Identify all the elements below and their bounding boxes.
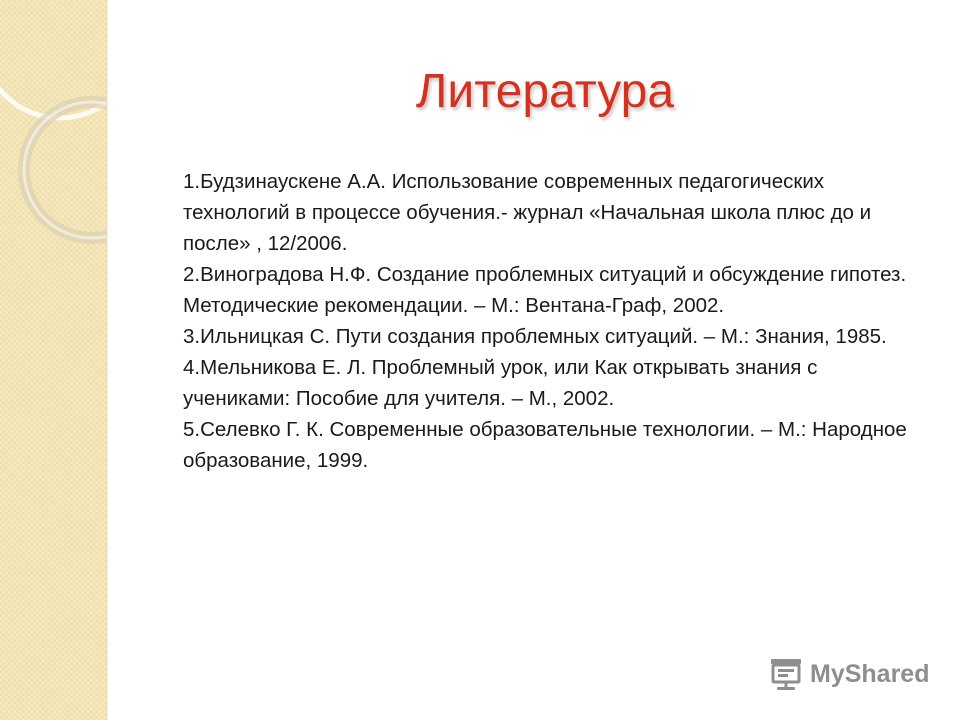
watermark-logo [768,654,929,694]
decorative-circle-medium [24,102,106,238]
reference-item-4: 4.Мельникова Е. Л. Проблемный урок, или Как открывать знания с учениками: Пособие для учителя. – М., 2002. [183,356,818,410]
presentation-board-icon [768,657,804,691]
reference-item-2: 2.Виноградова Н.Ф. Создание проблемных ситуаций и обсуждение гипотез. Методические рекомендации. – М.: Вентана-Граф, 2002. [183,263,907,317]
watermark-text: MyShared [810,659,930,688]
reference-item-1: 1.Будзинаускене А.А. Использование современных педагогических технологий в процессе обучения.- журнал «Начальная школа плюс до и после» , 12/2006. [183,170,872,255]
slide-title: Литература [415,65,675,118]
reference-item-5: 5.Селевко Г. К. Современные образовательные технологии. – М.: Народное образование, 1999. [183,418,907,472]
reference-list [183,166,913,476]
decorative-side-panel [0,0,106,720]
decorative-circles [0,0,106,720]
reference-item-3: 3.Ильницкая С. Пути создания проблемных ситуаций. – М.: Знания, 1985. [183,325,887,348]
side-divider [106,0,108,720]
